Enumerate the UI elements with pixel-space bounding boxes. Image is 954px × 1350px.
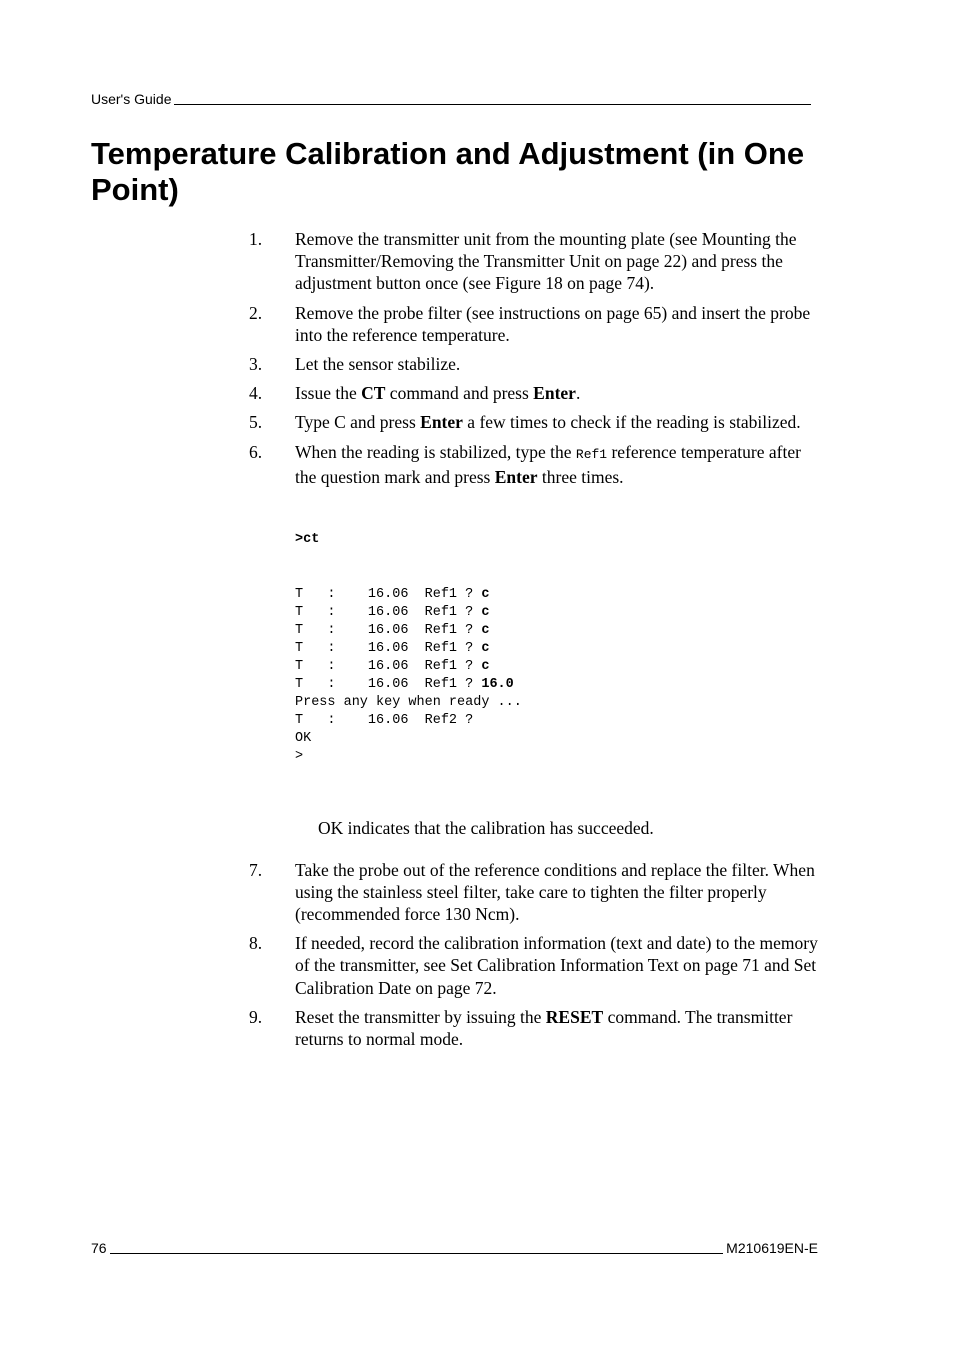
terminal-line bbox=[295, 748, 819, 766]
terminal-user-input: c bbox=[481, 622, 490, 638]
step-number: 8. bbox=[249, 933, 263, 954]
terminal-user-input: 16.0 bbox=[481, 676, 514, 692]
text-run: command. The transmitter returns to normal mode. bbox=[295, 1006, 793, 1050]
terminal-output: T : 16.06 Ref1 ? bbox=[295, 604, 482, 620]
terminal-line bbox=[295, 604, 819, 622]
text-run: If needed, record the calibration information (text and date) to the memory of the transmitter, see Set Calibration Information Text on page 71 and Set Calibration Date on page 72. bbox=[295, 933, 818, 998]
terminal-line bbox=[295, 658, 819, 676]
step-text bbox=[295, 302, 819, 346]
terminal-line bbox=[295, 712, 819, 730]
step-item bbox=[249, 353, 819, 375]
bold-term: Enter bbox=[420, 412, 463, 433]
step-text bbox=[295, 353, 819, 375]
steps-group-1 bbox=[249, 228, 819, 488]
text-run: Type C and press bbox=[295, 412, 421, 433]
step-item bbox=[249, 411, 819, 433]
footer-page-number: 76 bbox=[91, 1240, 107, 1256]
step-item bbox=[249, 1006, 819, 1050]
step-item bbox=[249, 932, 819, 999]
text-run: reference temperature after the question mark and press bbox=[295, 441, 801, 487]
text-run: a few times to check if the reading is stabilized. bbox=[462, 412, 801, 433]
page-title: Temperature Calibration and Adjustment (in One Point) bbox=[91, 136, 805, 207]
text-run: three times. bbox=[537, 466, 624, 487]
bold-term: CT bbox=[361, 383, 386, 404]
step-item bbox=[249, 859, 819, 926]
text-run: command and press bbox=[385, 383, 534, 404]
terminal-user-input: c bbox=[481, 640, 490, 656]
terminal-user-input: c bbox=[481, 604, 490, 620]
step-text bbox=[295, 932, 819, 999]
bold-term: Enter bbox=[533, 383, 576, 404]
running-footer bbox=[91, 1239, 818, 1257]
terminal-line bbox=[295, 640, 819, 658]
terminal-output: T : 16.06 Ref1 ? bbox=[295, 622, 482, 638]
terminal-output: T : 16.06 Ref1 ? bbox=[295, 658, 482, 674]
terminal-user-input: c bbox=[481, 586, 490, 602]
step-item bbox=[249, 228, 819, 295]
inline-code: Ref1 bbox=[575, 446, 608, 462]
footer-doc-code: M210619EN-E bbox=[726, 1240, 818, 1256]
step-item bbox=[249, 441, 819, 488]
terminal-user-input: c bbox=[481, 658, 490, 674]
terminal-output: Press any key when ready ... bbox=[295, 695, 522, 711]
step-text bbox=[295, 441, 819, 488]
running-header bbox=[91, 90, 814, 108]
step-number: 7. bbox=[249, 859, 263, 880]
text-run: When the reading is stabilized, type the bbox=[295, 441, 576, 462]
terminal-line bbox=[295, 676, 819, 694]
step-number: 6. bbox=[249, 441, 263, 462]
step-number: 2. bbox=[249, 302, 263, 323]
terminal-line bbox=[295, 730, 819, 748]
bold-term: Enter bbox=[494, 466, 538, 487]
terminal-output: T : 16.06 Ref1 ? bbox=[295, 676, 482, 692]
steps-group-2 bbox=[249, 859, 819, 1051]
step-item bbox=[249, 382, 819, 404]
text-run: . bbox=[575, 383, 581, 404]
step-number: 4. bbox=[249, 383, 263, 404]
text-run: Take the probe out of the reference conditions and replace the filter. When using the stainless steel filter, take care to tighten the filter properly (recommended force 130 Ncm). bbox=[295, 859, 815, 925]
terminal-transcript bbox=[295, 495, 819, 803]
result-note: OK indicates that the calibration has succeeded. bbox=[318, 817, 654, 838]
step-number: 5. bbox=[249, 412, 263, 433]
step-text bbox=[295, 1006, 819, 1050]
footer-rule bbox=[110, 1253, 724, 1254]
header-doc-title: User's Guide bbox=[91, 91, 172, 107]
procedure-steps bbox=[249, 228, 819, 1057]
text-run: Let the sensor stabilize. bbox=[295, 354, 461, 375]
terminal-output: T : 16.06 Ref1 ? bbox=[295, 640, 482, 656]
text-run: Issue the bbox=[295, 383, 362, 404]
terminal-line bbox=[295, 694, 819, 712]
terminal-command: >ct bbox=[295, 532, 320, 548]
step-number: 9. bbox=[249, 1006, 263, 1027]
terminal-line bbox=[295, 622, 819, 640]
step-number: 1. bbox=[249, 229, 263, 249]
terminal-output: T : 16.06 Ref1 ? bbox=[295, 586, 482, 602]
terminal-output: OK bbox=[295, 731, 312, 747]
text-run: Remove the probe filter (see instructions on page 65) and insert the probe into the reference temperature. bbox=[295, 302, 811, 345]
bold-term: RESET bbox=[545, 1006, 604, 1027]
terminal-output: T : 16.06 Ref2 ? bbox=[295, 713, 474, 729]
terminal-output: > bbox=[295, 749, 304, 765]
terminal-line bbox=[295, 586, 819, 604]
step-text bbox=[295, 859, 819, 926]
step-item bbox=[249, 302, 819, 346]
step-number: 3. bbox=[249, 354, 263, 375]
step-text bbox=[295, 382, 819, 404]
step-text bbox=[295, 228, 819, 295]
text-run: Remove the transmitter unit from the mounting plate (see Mounting the Transmitter/Removing the Transmitter Unit on page 22) and press the adjustment button once (see Figure 18 on page 74). bbox=[295, 229, 797, 294]
header-rule bbox=[174, 104, 811, 105]
step-text bbox=[295, 411, 819, 433]
terminal-lines bbox=[295, 586, 819, 767]
text-run: Reset the transmitter by issuing the bbox=[295, 1006, 546, 1027]
